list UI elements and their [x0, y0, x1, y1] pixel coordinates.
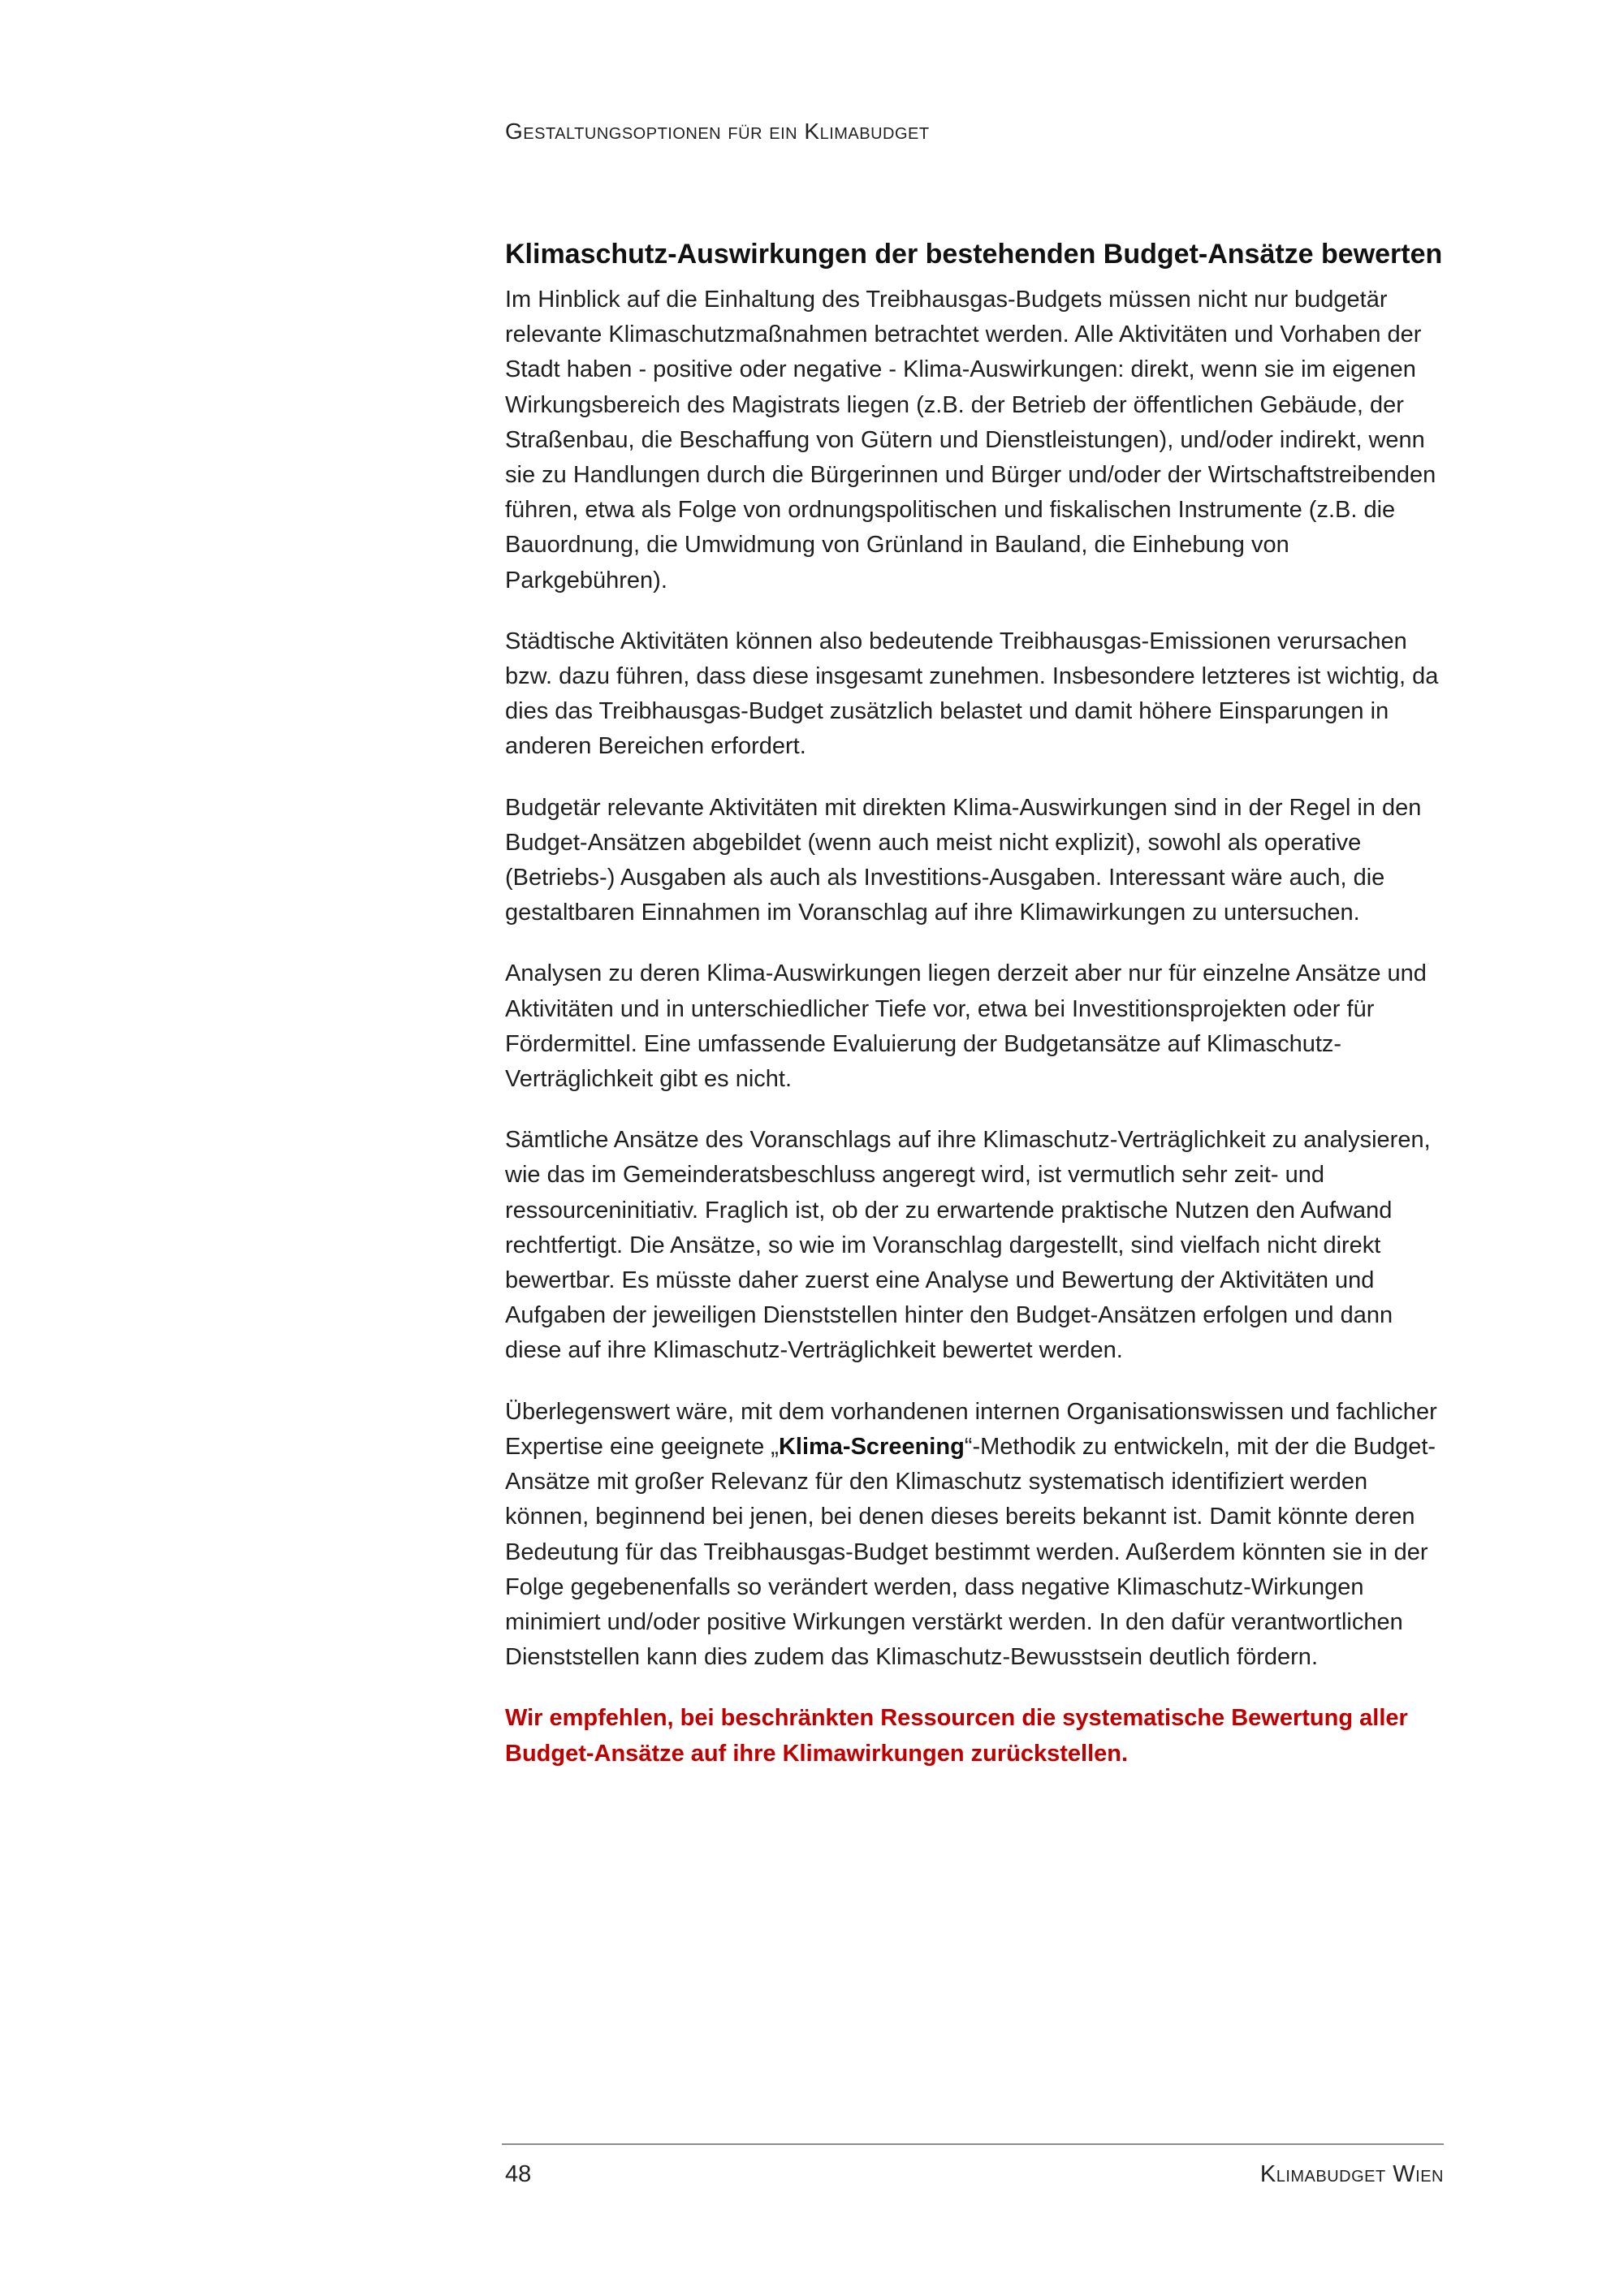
running-header: Gestaltungsoptionen für ein Klimabudget [505, 119, 930, 144]
paragraph-emissions: Städtische Aktivitäten können also bedeutende Treibhausgas-Emissionen verursachen bzw. dazu führen, dass diese insgesamt zunehmen. Insbesondere letzteres ist wichtig, da dies das Treibhausgas-Budget zusätzlich belastet und damit höhere Einsparungen in anderen Bereichen erfordert. [505, 628, 1439, 760]
section-title: Klimaschutz-Auswirkungen der bestehenden Budget-Ansätze bewerten [505, 239, 1443, 270]
page-content [505, 235, 1445, 1772]
page-number: 48 [505, 2161, 532, 2187]
paragraph-intro: Im Hinblick auf die Einhaltung des Treibhausgas-Budgets müssen nicht nur budgetär relevante Klimaschutzmaßnahmen betrachtet werden. Alle Aktivitäten und Vorhaben der Stadt haben - positive oder negative - Klima-Auswirkungen: direkt, wenn sie im eigenen Wirkungsbereich des Magistrats liegen (z.B. der Betrieb der öffentlichen Gebäude, der Straßenbau, die Beschaffung von Gütern und Dienstleistungen), und/oder indirekt, wenn sie zu Handlungen durch die Bürgerinnen und Bürger und/oder der Wirtschaftstreibenden führen, etwa als Folge von ordnungspolitischen und fiskalischen Instrumente (z.B. die Bauordnung, die Umwidmung von Grünland in Bauland, die Einhebung von Parkgebühren). [505, 287, 1436, 593]
footer-divider [502, 2143, 1444, 2145]
screening-text-before: Überlegenswert wäre, mit dem vorhandenen internen Organisationswissen und fachlicher Expertise eine geeignete „ [505, 1398, 1437, 1460]
recommendation-text: Wir empfehlen, bei beschränkten Ressourcen die systematische Bewertung aller Budget-Ansätze auf ihre Klimawirkungen zurückstellen. [505, 1705, 1408, 1767]
screening-text-after: “-Methodik zu entwickeln, mit der die Budget-Ansätze mit großer Relevanz für den Klimaschutz systematisch identifiziert werden können, beginnend bei jenen, bei denen dieses bereits bekannt ist. Damit könnte deren Bedeutung für das Treibhausgas-Budget bestimmt werden. Außerdem könnten sie in der Folge gegebenenfalls so verändert werden, dass negative Klimaschutz-Wirkungen minimiert und/oder positive Wirkungen verstärkt werden. In den dafür verantwortlichen Dienststellen kann dies zudem das Klimaschutz-Bewusstsein deutlich fördern. [505, 1433, 1436, 1671]
paragraph-budget-activities: Budgetär relevante Aktivitäten mit direkten Klima-Auswirkungen sind in der Regel in den Budget-Ansätzen abgebildet (wenn auch meist nicht explizit), sowohl als operative (Betriebs-) Ausgaben als auch als Investitions-Ausgaben. Interessant wäre auch, die gestaltbaren Einnahmen im Voranschlag auf ihre Klimawirkungen zu untersuchen. [505, 794, 1422, 926]
paragraph-analyses: Analysen zu deren Klima-Auswirkungen liegen derzeit aber nur für einzelne Ansätze und Aktivitäten und in unterschiedlicher Tiefe vor, etwa bei Investitionsprojekten oder für Fördermittel. Eine umfassende Evaluierung der Budgetansätze auf Klimaschutz-Verträglichkeit gibt es nicht. [505, 960, 1427, 1093]
klima-screening-term: Klima-Screening [778, 1433, 965, 1460]
footer-publication-title: Klimabudget Wien [1259, 2161, 1444, 2187]
paragraph-effort: Sämtliche Ansätze des Voranschlags auf ihre Klimaschutz-Verträglichkeit zu analysieren, wie das im Gemeinderatsbeschluss angeregt wird, ist vermutlich sehr zeit- und ressourceninitiativ. Fraglich ist, ob der zu erwartende praktische Nutzen den Aufwand rechtfertigt. Die Ansätze, so wie im Voranschlag dargestellt, sind vielfach nicht direkt bewertbar. Es müsste daher zuerst eine Analyse und Bewertung der Aktivitäten und Aufgaben der jeweiligen Dienststellen hinter den Budget-Ansätzen erfolgen und dann diese auf ihre Klimaschutz-Verträglichkeit bewertet werden. [505, 1127, 1431, 1364]
paragraph-screening [505, 1395, 1445, 1676]
